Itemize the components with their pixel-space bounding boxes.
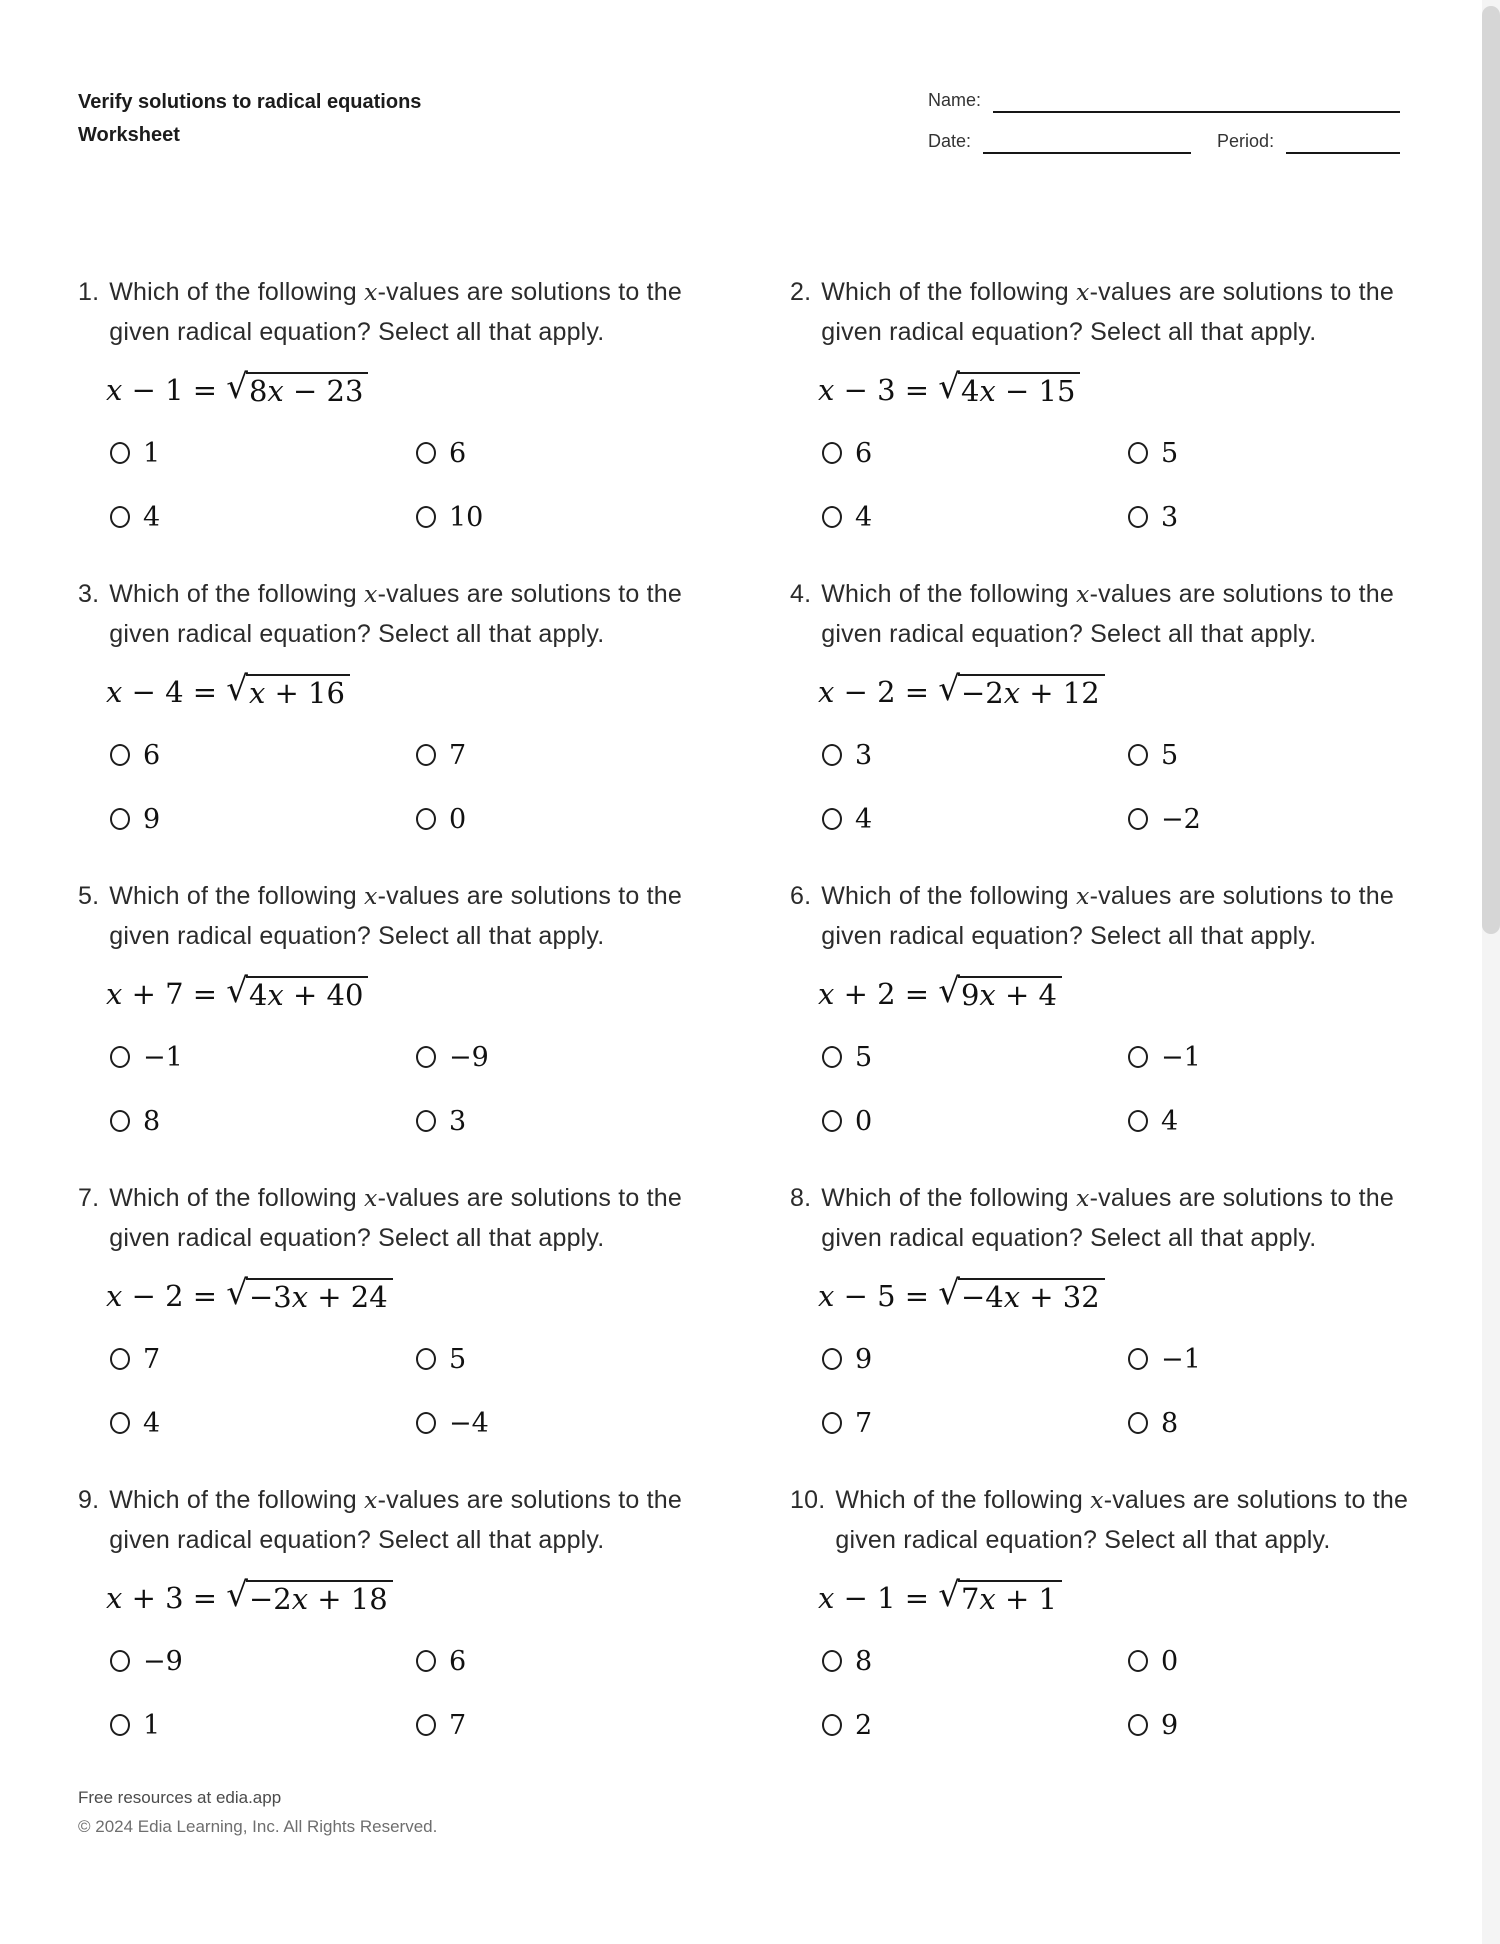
equation-radicand: −3x + 24: [246, 1278, 393, 1314]
option-label: 6: [449, 437, 467, 469]
option-label: −2: [1161, 803, 1201, 835]
radio-icon[interactable]: [416, 442, 436, 464]
equation-radicand: −4x + 32: [958, 1278, 1105, 1314]
answer-option[interactable]: [1128, 494, 1438, 540]
option-label: 4: [143, 1407, 161, 1439]
question-4: [790, 574, 1438, 842]
question-number: 8.: [790, 1184, 812, 1212]
question-3: [78, 574, 726, 842]
equation-radicand: 8x − 23: [246, 372, 368, 408]
question-2: [790, 272, 1438, 540]
equation-radicand: 9x + 4: [958, 976, 1062, 1012]
option-label: 0: [1161, 1645, 1179, 1677]
answer-option[interactable]: [416, 494, 726, 540]
option-label: 9: [1161, 1709, 1179, 1741]
option-label: 3: [855, 739, 873, 771]
equation-lhs: x − 2 =: [818, 675, 939, 709]
sqrt-icon: √: [226, 1273, 248, 1313]
square-root: [938, 1575, 1062, 1616]
option-label: 6: [143, 739, 161, 771]
option-label: 3: [449, 1105, 467, 1137]
option-label: 8: [855, 1645, 873, 1677]
question-prompt: Which of the following x-values are solutions to the given radical equation? Select all that apply.: [109, 1184, 682, 1252]
question-prompt: Which of the following x-values are solutions to the given radical equation? Select all that apply.: [821, 580, 1394, 648]
radio-icon[interactable]: [822, 1110, 842, 1132]
radio-icon[interactable]: [416, 744, 436, 766]
radio-icon[interactable]: [110, 1650, 130, 1672]
radio-icon[interactable]: [1128, 442, 1148, 464]
question-prompt: Which of the following x-values are solutions to the given radical equation? Select all that apply.: [821, 1184, 1394, 1252]
square-root: [938, 971, 1062, 1012]
question-7: [78, 1178, 726, 1446]
question-number: 4.: [790, 580, 812, 608]
answer-options: [822, 430, 1438, 540]
option-label: −1: [1161, 1041, 1201, 1073]
question-5: [78, 876, 726, 1144]
option-label: 4: [855, 501, 873, 533]
equation-lhs: x + 3 =: [106, 1581, 227, 1615]
answer-option[interactable]: [110, 1098, 416, 1144]
answer-option[interactable]: [1128, 1638, 1438, 1684]
question-prompt: Which of the following x-values are solutions to the given radical equation? Select all that apply.: [109, 278, 682, 346]
option-label: −4: [449, 1407, 489, 1439]
option-label: 1: [143, 437, 161, 469]
period-label: Period:: [1217, 131, 1275, 151]
equation-lhs: x − 5 =: [818, 1279, 939, 1313]
answer-option[interactable]: [416, 1638, 726, 1684]
radio-icon[interactable]: [416, 1714, 436, 1736]
sqrt-icon: √: [226, 367, 248, 407]
radio-icon[interactable]: [416, 1348, 436, 1370]
date-period-row: [928, 131, 1400, 154]
answer-option[interactable]: [1128, 1702, 1438, 1748]
radio-icon[interactable]: [110, 1714, 130, 1736]
radio-icon[interactable]: [110, 1110, 130, 1132]
square-root: [226, 971, 368, 1012]
answer-option[interactable]: [416, 1336, 726, 1382]
radio-icon[interactable]: [822, 1348, 842, 1370]
answer-option[interactable]: [1128, 1336, 1438, 1382]
square-root: [226, 669, 350, 710]
page-subtitle: Worksheet: [78, 124, 180, 146]
equation-lhs: x + 2 =: [818, 977, 939, 1011]
header: [0, 0, 1482, 154]
option-label: 4: [143, 501, 161, 533]
option-label: 7: [449, 1709, 467, 1741]
answer-option[interactable]: [822, 1638, 1128, 1684]
equation-lhs: x − 1 =: [106, 373, 227, 407]
scrollbar-thumb[interactable]: [1482, 6, 1500, 934]
question-prompt: Which of the following x-values are solutions to the given radical equation? Select all that apply.: [109, 580, 682, 648]
square-root: [938, 1273, 1104, 1314]
answer-option[interactable]: [416, 430, 726, 476]
answer-options: [822, 1034, 1438, 1144]
footer-resources-text: Free resources at edia.app: [78, 1788, 282, 1807]
question-prompt: Which of the following x-values are solutions to the given radical equation? Select all that apply.: [109, 882, 682, 950]
option-label: 1: [143, 1709, 161, 1741]
question-header: [78, 876, 726, 956]
sqrt-icon: √: [938, 669, 960, 709]
equation-lhs: x − 2 =: [106, 1279, 227, 1313]
equation-radicand: 4x − 15: [958, 372, 1080, 408]
radio-icon[interactable]: [416, 1046, 436, 1068]
question-header: [78, 1480, 726, 1560]
radio-icon[interactable]: [110, 808, 130, 830]
radio-icon[interactable]: [110, 1412, 130, 1434]
sqrt-icon: √: [938, 1575, 960, 1615]
answer-option[interactable]: [1128, 1400, 1438, 1446]
equation-radicand: 4x + 40: [246, 976, 368, 1012]
answer-options: [110, 430, 726, 540]
radio-icon[interactable]: [822, 808, 842, 830]
sqrt-icon: √: [938, 1273, 960, 1313]
radical-equation: [106, 1272, 726, 1320]
answer-option[interactable]: [110, 1638, 416, 1684]
option-label: 8: [143, 1105, 161, 1137]
footer-copyright-text: © 2024 Edia Learning, Inc. All Rights Reserved.: [78, 1817, 438, 1836]
scrollbar-track[interactable]: [1482, 0, 1500, 1944]
answer-option[interactable]: [416, 1400, 726, 1446]
option-label: 10: [449, 501, 484, 533]
square-root: [938, 669, 1104, 710]
question-header: [78, 272, 726, 352]
answer-option[interactable]: [1128, 430, 1438, 476]
question-number: 6.: [790, 882, 812, 910]
square-root: [226, 367, 368, 408]
name-label: Name:: [928, 90, 982, 110]
radical-equation: [106, 970, 726, 1018]
radio-icon[interactable]: [822, 442, 842, 464]
question-header: [78, 574, 726, 654]
date-label: Date:: [928, 131, 972, 151]
sqrt-icon: √: [226, 971, 248, 1011]
answer-option[interactable]: [416, 1034, 726, 1080]
question-number: 1.: [78, 278, 100, 306]
radio-icon[interactable]: [1128, 506, 1148, 528]
name-blank-line: [993, 93, 1400, 113]
radio-icon[interactable]: [822, 1412, 842, 1434]
equation-lhs: x − 4 =: [106, 675, 227, 709]
answer-options: [110, 1336, 726, 1446]
option-label: 6: [449, 1645, 467, 1677]
sqrt-icon: √: [226, 1575, 248, 1615]
question-number: 2.: [790, 278, 812, 306]
question-header: [790, 876, 1438, 956]
option-label: 0: [449, 803, 467, 835]
radio-icon[interactable]: [822, 1046, 842, 1068]
sqrt-icon: √: [938, 971, 960, 1011]
answer-option[interactable]: [1128, 1098, 1438, 1144]
answer-options: [110, 1638, 726, 1748]
radio-icon[interactable]: [1128, 1650, 1148, 1672]
question-number: 5.: [78, 882, 100, 910]
option-label: 7: [143, 1343, 161, 1375]
questions-grid: [0, 272, 1482, 1782]
square-root: [226, 1273, 392, 1314]
answer-option[interactable]: [110, 732, 416, 778]
square-root: [938, 367, 1080, 408]
option-label: 7: [855, 1407, 873, 1439]
answer-option[interactable]: [1128, 796, 1438, 842]
answer-option[interactable]: [416, 1098, 726, 1144]
radio-icon[interactable]: [1128, 1110, 1148, 1132]
page-title: Verify solutions to radical equations: [78, 91, 422, 113]
radio-icon[interactable]: [416, 1110, 436, 1132]
radio-icon[interactable]: [1128, 1714, 1148, 1736]
option-label: 3: [1161, 501, 1179, 533]
equation-radicand: 7x + 1: [958, 1580, 1062, 1616]
answer-option[interactable]: [822, 494, 1128, 540]
question-8: [790, 1178, 1438, 1446]
option-label: 6: [855, 437, 873, 469]
square-root: [226, 1575, 392, 1616]
radical-equation: [818, 1272, 1438, 1320]
footer: [78, 1788, 1482, 1837]
option-label: 5: [855, 1041, 873, 1073]
radio-icon[interactable]: [110, 1046, 130, 1068]
question-header: [790, 1178, 1438, 1258]
question-header: [790, 574, 1438, 654]
radio-icon[interactable]: [416, 1650, 436, 1672]
answer-options: [110, 1034, 726, 1144]
answer-options: [822, 1336, 1438, 1446]
answer-options: [822, 732, 1438, 842]
answer-option[interactable]: [110, 1400, 416, 1446]
radio-icon[interactable]: [1128, 1046, 1148, 1068]
option-label: 7: [449, 739, 467, 771]
question-prompt: Which of the following x-values are solutions to the given radical equation? Select all that apply.: [835, 1486, 1409, 1554]
radio-icon[interactable]: [1128, 1412, 1148, 1434]
answer-option[interactable]: [1128, 1034, 1438, 1080]
radical-equation: [818, 366, 1438, 414]
radical-equation: [106, 1574, 726, 1622]
option-label: 9: [143, 803, 161, 835]
radio-icon[interactable]: [1128, 808, 1148, 830]
question-number: 7.: [78, 1184, 100, 1212]
question-number: 9.: [78, 1486, 100, 1514]
answer-option[interactable]: [110, 1702, 416, 1748]
option-label: 5: [1161, 739, 1179, 771]
answer-option[interactable]: [822, 796, 1128, 842]
radio-icon[interactable]: [1128, 744, 1148, 766]
answer-option[interactable]: [822, 1702, 1128, 1748]
radio-icon[interactable]: [416, 808, 436, 830]
answer-option[interactable]: [416, 1702, 726, 1748]
question-6: [790, 876, 1438, 1144]
question-number: 3.: [78, 580, 100, 608]
equation-radicand: −2x + 18: [246, 1580, 393, 1616]
answer-option[interactable]: [822, 1034, 1128, 1080]
answer-options: [110, 732, 726, 842]
option-label: −9: [449, 1041, 489, 1073]
option-label: 9: [855, 1343, 873, 1375]
answer-option[interactable]: [110, 430, 416, 476]
radical-equation: [106, 668, 726, 716]
equation-radicand: −2x + 12: [958, 674, 1105, 710]
radio-icon[interactable]: [822, 1714, 842, 1736]
option-label: 5: [1161, 437, 1179, 469]
question-1: [78, 272, 726, 540]
radio-icon[interactable]: [416, 506, 436, 528]
radio-icon[interactable]: [110, 506, 130, 528]
question-10: [790, 1480, 1438, 1748]
equation-radicand: x + 16: [246, 674, 350, 710]
option-label: 4: [1161, 1105, 1179, 1137]
option-label: 5: [449, 1343, 467, 1375]
option-label: −1: [1161, 1343, 1201, 1375]
question-prompt: Which of the following x-values are solutions to the given radical equation? Select all that apply.: [109, 1486, 682, 1554]
option-label: 0: [855, 1105, 873, 1137]
answer-option[interactable]: [110, 1336, 416, 1382]
answer-option[interactable]: [110, 1034, 416, 1080]
radio-icon[interactable]: [1128, 1348, 1148, 1370]
answer-option[interactable]: [110, 796, 416, 842]
equation-lhs: x − 1 =: [818, 1581, 939, 1615]
radio-icon[interactable]: [822, 744, 842, 766]
answer-option[interactable]: [822, 1400, 1128, 1446]
radio-icon[interactable]: [822, 1650, 842, 1672]
period-blank-line: [1286, 134, 1400, 154]
radical-equation: [818, 668, 1438, 716]
answer-option[interactable]: [416, 796, 726, 842]
answer-option[interactable]: [416, 732, 726, 778]
student-fields: [928, 86, 1400, 154]
answer-option[interactable]: [110, 494, 416, 540]
option-label: −1: [143, 1041, 183, 1073]
option-label: 4: [855, 803, 873, 835]
question-number: 10.: [790, 1486, 826, 1514]
question-header: [78, 1178, 726, 1258]
answer-option[interactable]: [822, 732, 1128, 778]
answer-option[interactable]: [822, 430, 1128, 476]
option-label: 8: [1161, 1407, 1179, 1439]
option-label: −9: [143, 1645, 183, 1677]
radical-equation: [818, 1574, 1438, 1622]
equation-lhs: x + 7 =: [106, 977, 227, 1011]
question-prompt: Which of the following x-values are solutions to the given radical equation? Select all that apply.: [821, 882, 1394, 950]
equation-lhs: x − 3 =: [818, 373, 939, 407]
question-prompt: Which of the following x-values are solutions to the given radical equation? Select all that apply.: [821, 278, 1394, 346]
date-blank-line: [983, 134, 1191, 154]
answer-options: [822, 1638, 1438, 1748]
answer-option[interactable]: [822, 1336, 1128, 1382]
question-9: [78, 1480, 726, 1748]
radio-icon[interactable]: [822, 506, 842, 528]
sqrt-icon: √: [226, 669, 248, 709]
answer-option[interactable]: [1128, 732, 1438, 778]
radio-icon[interactable]: [110, 1348, 130, 1370]
option-label: 2: [855, 1709, 873, 1741]
radio-icon[interactable]: [110, 442, 130, 464]
title-block: [78, 86, 421, 154]
question-header: [790, 272, 1438, 352]
radical-equation: [818, 970, 1438, 1018]
question-header: [790, 1480, 1438, 1560]
radical-equation: [106, 366, 726, 414]
name-field-row: [928, 90, 1400, 113]
radio-icon[interactable]: [110, 744, 130, 766]
answer-option[interactable]: [822, 1098, 1128, 1144]
sqrt-icon: √: [938, 367, 960, 407]
radio-icon[interactable]: [416, 1412, 436, 1434]
